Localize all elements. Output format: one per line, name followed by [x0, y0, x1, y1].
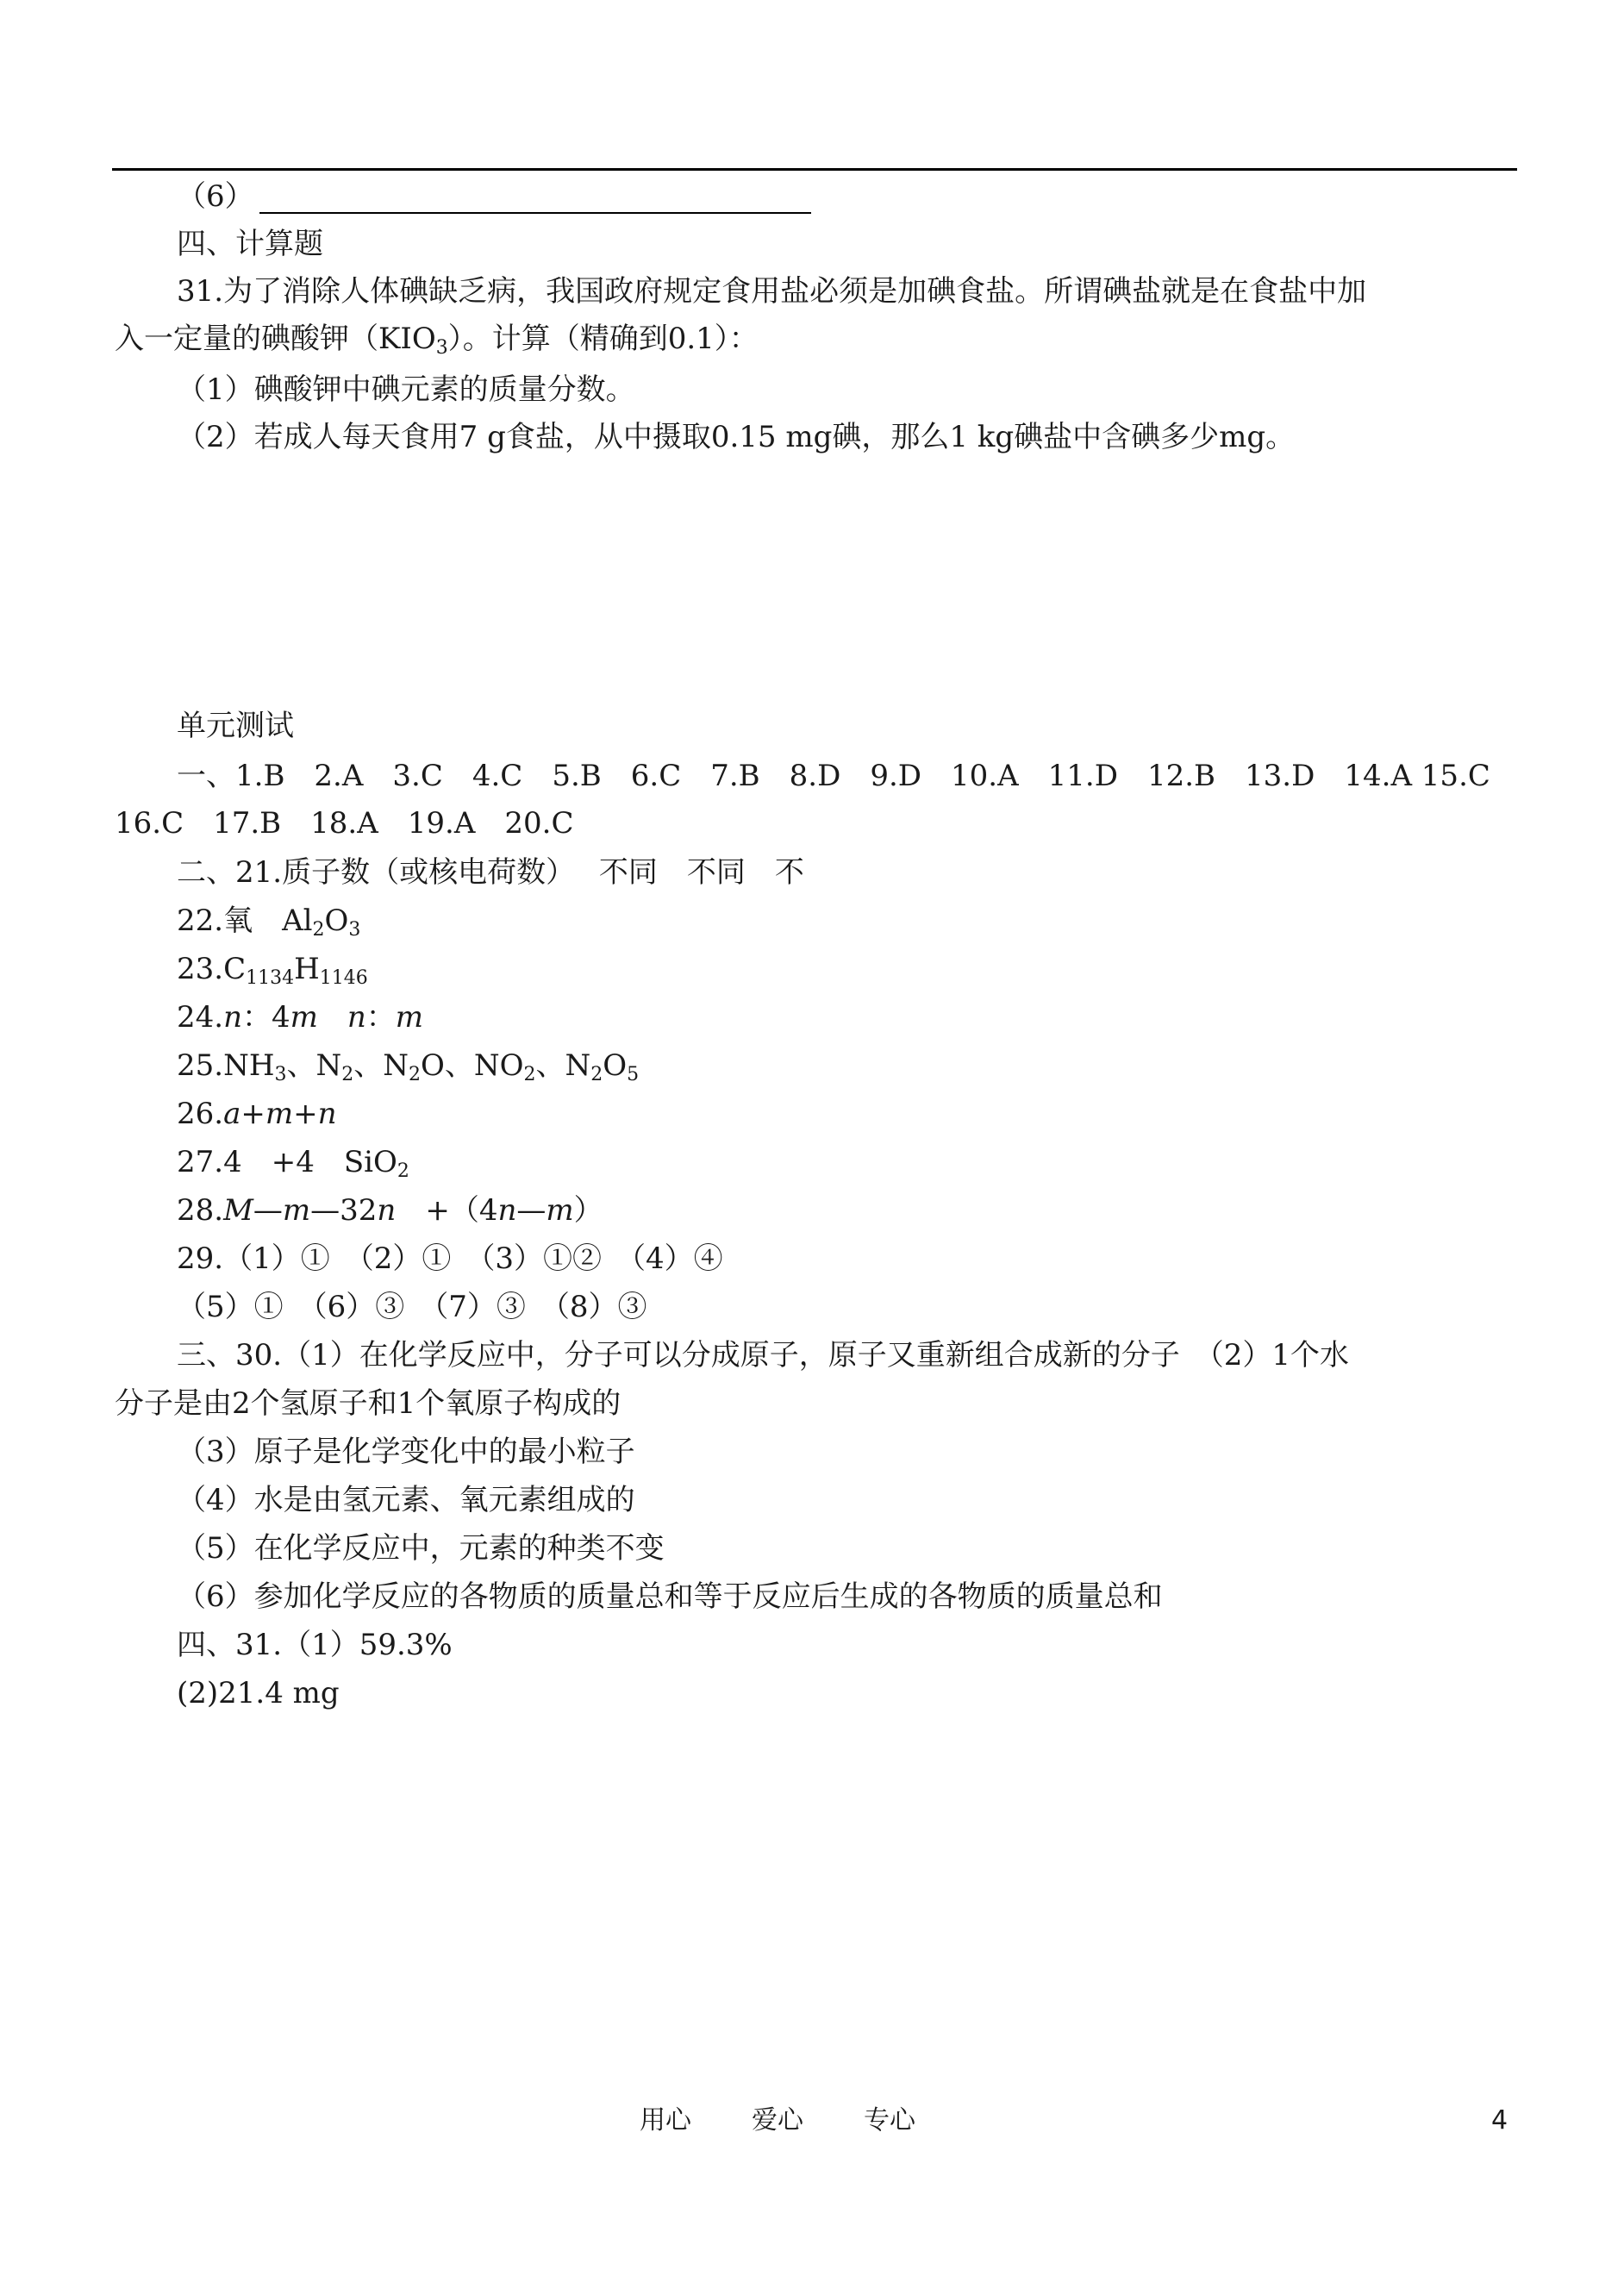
header-rule: [112, 168, 1517, 171]
question-31-line-1: 31.为了消除人体碘缺乏病，我国政府规定食用盐必须是加碘食盐。所谓碘盐就是在食盐中加: [177, 274, 1367, 309]
answer-30-6: （6）参加化学反应的各物质的质量总和等于反应后生成的各物质的质量总和: [177, 1579, 1163, 1614]
footer-slogan-1: 用心: [640, 2105, 691, 2136]
answer-30-4: （4）水是由氢元素、氧元素组成的: [177, 1483, 635, 1517]
answer-23: $23.C_{1134}H_{1146}$: [177, 952, 368, 989]
answer-31-1: 四、31.（1）59.3%: [177, 1628, 453, 1662]
answer-31-2: (2)21.4 mg: [177, 1676, 340, 1710]
answer-22: 22.氧 $Al_2O_3$: [177, 904, 361, 941]
section-4-title: 四、计算题: [177, 227, 323, 261]
question-31-line-2: 入一定量的碘酸钾$(KIO_3)$。计算（精确到0.1）：: [115, 322, 759, 359]
answers-part-1-line-2: 16.C 17.B 18.A 19.A 20.C: [115, 806, 574, 841]
footer-slogan-3: 专心: [864, 2105, 915, 2136]
answer-27: 27.4 +4 SiO$_2$: [177, 1145, 409, 1182]
question-31-sub-2: （2）若成人每天食用7 g食盐，从中摄取0.15 mg碘，那么1 kg碘盐中含碘多少mg。: [177, 420, 1296, 454]
answer-24: 24.n：4m n：m: [177, 1000, 424, 1035]
answer-blank[interactable]: [259, 181, 811, 214]
answer-30-3: （3）原子是化学变化中的最小粒子: [177, 1435, 635, 1469]
answer-29-line-2: （5）① （6）③ （7）③ （8）③: [177, 1290, 647, 1324]
answers-title: 单元测试: [177, 709, 294, 743]
answer-25: $25.NH_3$、$N_2$、$N_2O$、$NO_2$、$N_2O_5$: [177, 1048, 640, 1085]
answer-30-5: （5）在化学反应中，元素的种类不变: [177, 1531, 665, 1566]
answers-part-1-line-1: 一、1.B 2.A 3.C 4.C 5.B 6.C 7.B 8.D 9.D 10.A 11.D 12.B 13.D 14.A 15.C: [177, 759, 1490, 793]
answer-21: 二、21.质子数（或核电荷数） 不同 不同 不: [177, 855, 804, 890]
question-31-sub-1: （1）碘酸钾中碘元素的质量分数。: [177, 372, 635, 407]
answer-28: 28.M—m—32n +（4n—m）: [177, 1193, 603, 1228]
answer-30-line-1: 三、30.（1）在化学反应中，分子可以分成原子，原子又重新组合成新的分子 （2）1个水: [177, 1338, 1349, 1373]
answer-29-line-1: 29.（1）① （2）① （3）①② （4）④: [177, 1241, 723, 1276]
item-6-label: （6）: [177, 179, 254, 214]
item-6: [177, 179, 811, 214]
answer-26: 26.a+m+n: [177, 1097, 337, 1131]
page-number: 4: [1491, 2105, 1508, 2136]
answer-30-line-2: 分子是由2个氢原子和1个氧原子构成的: [115, 1386, 621, 1421]
footer-slogan-2: 爱心: [752, 2105, 803, 2136]
